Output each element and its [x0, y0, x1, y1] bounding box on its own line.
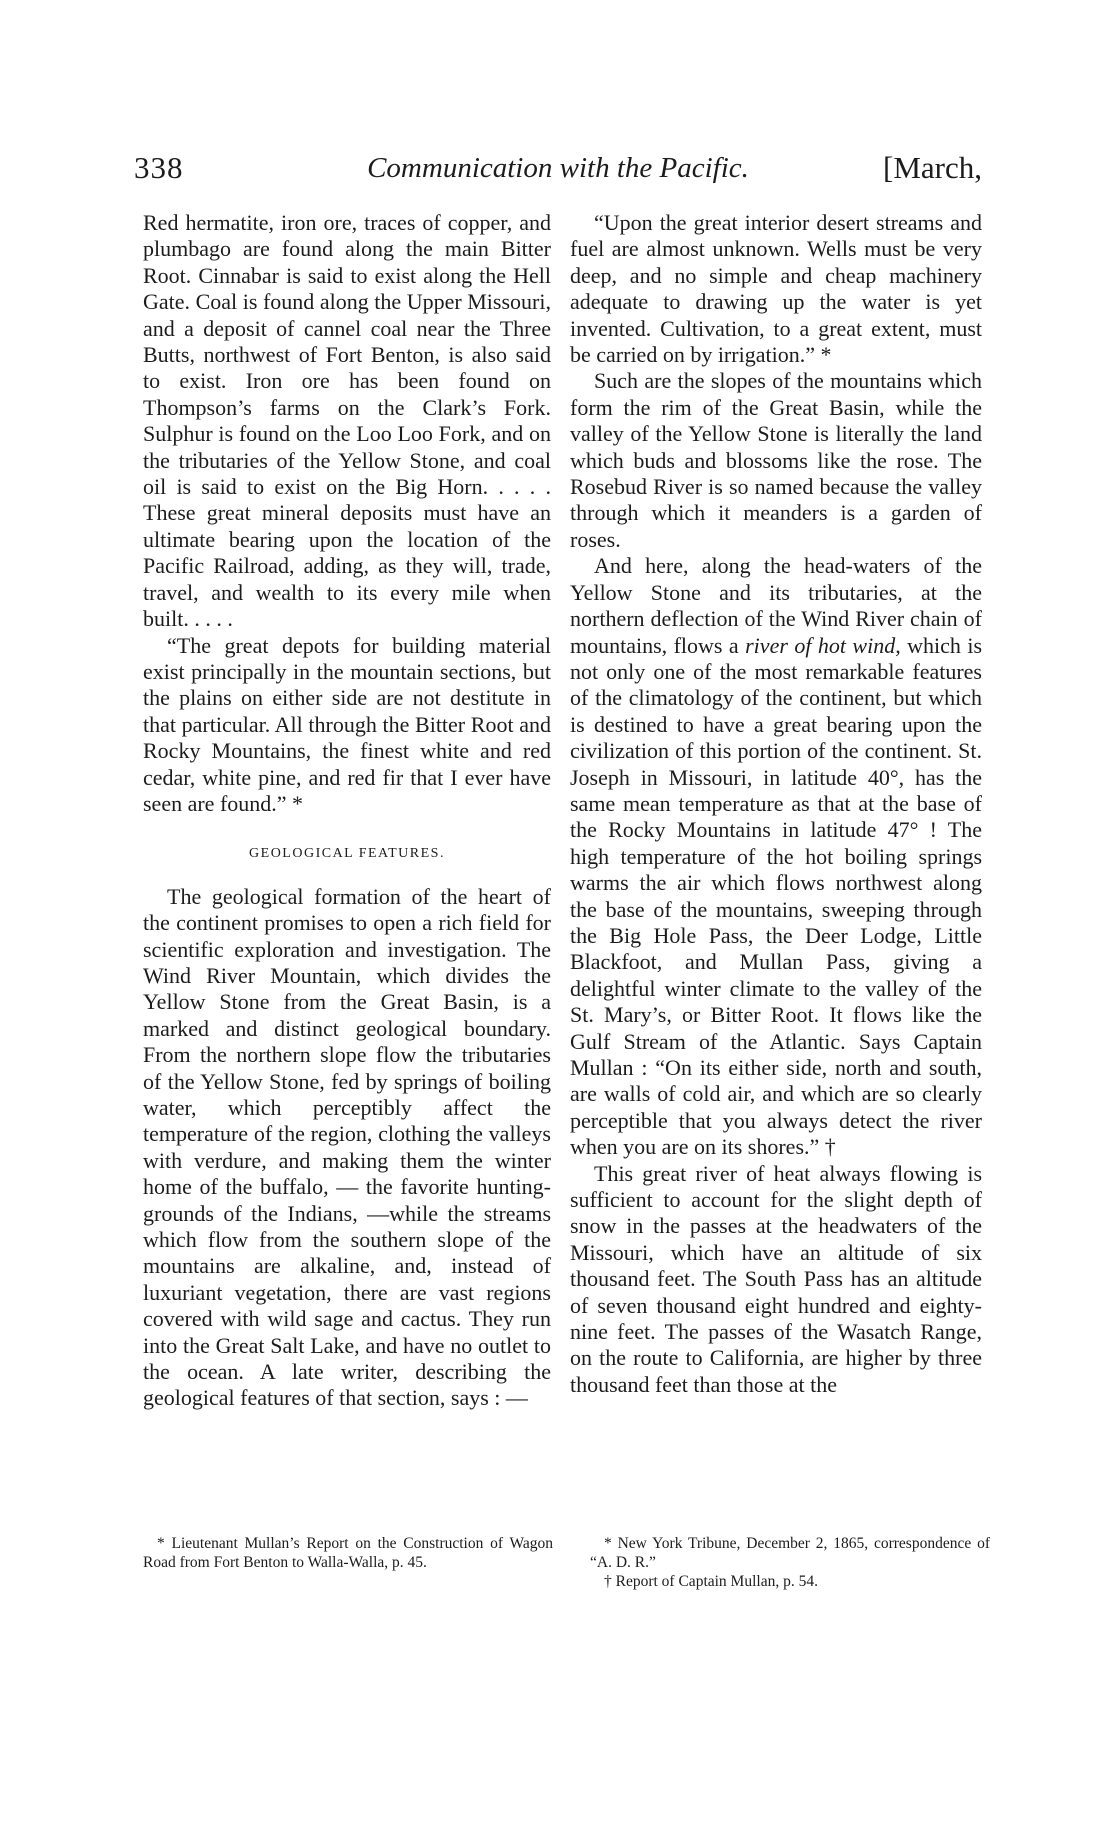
running-month: [March, [883, 150, 982, 185]
paragraph [570, 553, 982, 1160]
left-column [143, 210, 551, 1412]
quotation-paragraph: “Upon the great interior desert streams and fuel are almost unknown. Wells must be very deep, and no simple and cheap machinery adequate to drawing up the water is yet invented. Cultivation, to a great extent, must be carried on by irrigation.” * [570, 210, 982, 368]
paragraph-text: And here, along the head-waters of the Yellow Stone and its tributaries, at the northern deflection of the Wind River chain of mountains, flows a [570, 553, 982, 658]
paragraph: Such are the slopes of the mountains which form the rim of the Great Basin, while the valley of the Yellow Stone is literally the land which buds and blossoms like the rose. The Rosebud River is so named because the valley through which it meanders is a garden of roses. [570, 368, 982, 552]
page-number: 338 [134, 150, 184, 185]
footnote: * Lieutenant Mullan’s Report on the Construction of Wagon Road from Fort Benton to Walla-Walla, p. 45. [143, 1535, 553, 1571]
section-heading: GEOLOGICAL FEATURES. [249, 846, 445, 862]
footnote: † Report of Captain Mullan, p. 54. [604, 1573, 818, 1590]
right-column [570, 210, 982, 1398]
paragraph: This great river of heat always flowing is sufficient to account for the slight depth of snow in the passes at the headwaters of the Missouri, which have an altitude of six thousand feet. The South Pass has an altitude of seven thousand eight hundred and eighty-nine feet. The passes of the Wasatch Range, on the route to California, are higher by three thousand feet than those at the [570, 1160, 982, 1397]
paragraph: Red hermatite, iron ore, traces of copper, and plumbago are found along the main Bitter Root. Cinnabar is said to exist along the Hell Gate. Coal is found along the Upper Missouri, and a deposit of cannel coal near the Three Butts, northwest of Fort Benton, is also said to exist. Iron ore has been found on Thompson’s farms on the Clark’s Fork. Sulphur is found on the Loo Loo Fork, and on the tributaries of the Yellow Stone, and coal oil is said to exist on the Big Horn. . . . . These great mineral deposits must have an ultimate bearing upon the location of the Pacific Railroad, adding, as they will, trade, travel, and wealth to its every mile when built. . . . . [143, 210, 551, 632]
footnotes-left [143, 1534, 553, 1572]
running-title: Communication with the Pacific. [367, 152, 749, 184]
quotation-paragraph: “The great depots for building material exist principally in the mountain sections, but the plains on either side are not destitute in that particular. All through the Bitter Root and Rocky Mountains, the finest white and red cedar, white pine, and red fir that I ever have seen are found.” * [143, 632, 551, 816]
page-header [134, 150, 982, 194]
footnotes-right [590, 1534, 990, 1591]
paragraph: The geological formation of the heart of the continent promises to open a rich field for scientific exploration and investigation. The Wind River Mountain, which divides the Yellow Stone from the Great Basin, is a marked and distinct geological boundary. From the northern slope flow the tributaries of the Yellow Stone, fed by springs of boiling water, which perceptibly affect the temperature of the region, clothing the valleys with verdure, and making them the winter home of the buffalo, — the favorite hunting-grounds of the Indians, —while the streams which flow from the southern slope of the mountains are alkaline, and, instead of luxuriant vegetation, there are vast regions covered with wild sage and cactus. They run into the Great Salt Lake, and have no outlet to the ocean. A late writer, describing the geological features of that section, says : — [143, 883, 551, 1411]
footnote: * New York Tribune, December 2, 1865, correspondence of “A. D. R.” [590, 1535, 990, 1571]
paragraph-text: which is not only one of the most remarkable features of the climatology of the continent, but which is destined to have a great bearing upon the civilization of this portion of the continent. St. Joseph in Missouri, in latitude 40°, has the same mean temperature as that at the base of the Rocky Mountains in latitude 47° ! The high temperature of the hot boiling springs warms the air which flows northwest along the base of the mountains, sweeping through the Big Hole Pass, the Deer Lodge, Little Blackfoot, and Mullan Pass, giving a delightful winter climate to the valley of the St. Mary’s, or Bitter Root. It flows like the Gulf Stream of the Atlantic. Says Captain Mullan : “On its either side, north and south, are walls of cold air, and which are so clearly perceptible that you always detect the river when you are on its shores.” † [570, 632, 983, 1160]
italic-phrase: river of hot wind, [745, 632, 901, 658]
